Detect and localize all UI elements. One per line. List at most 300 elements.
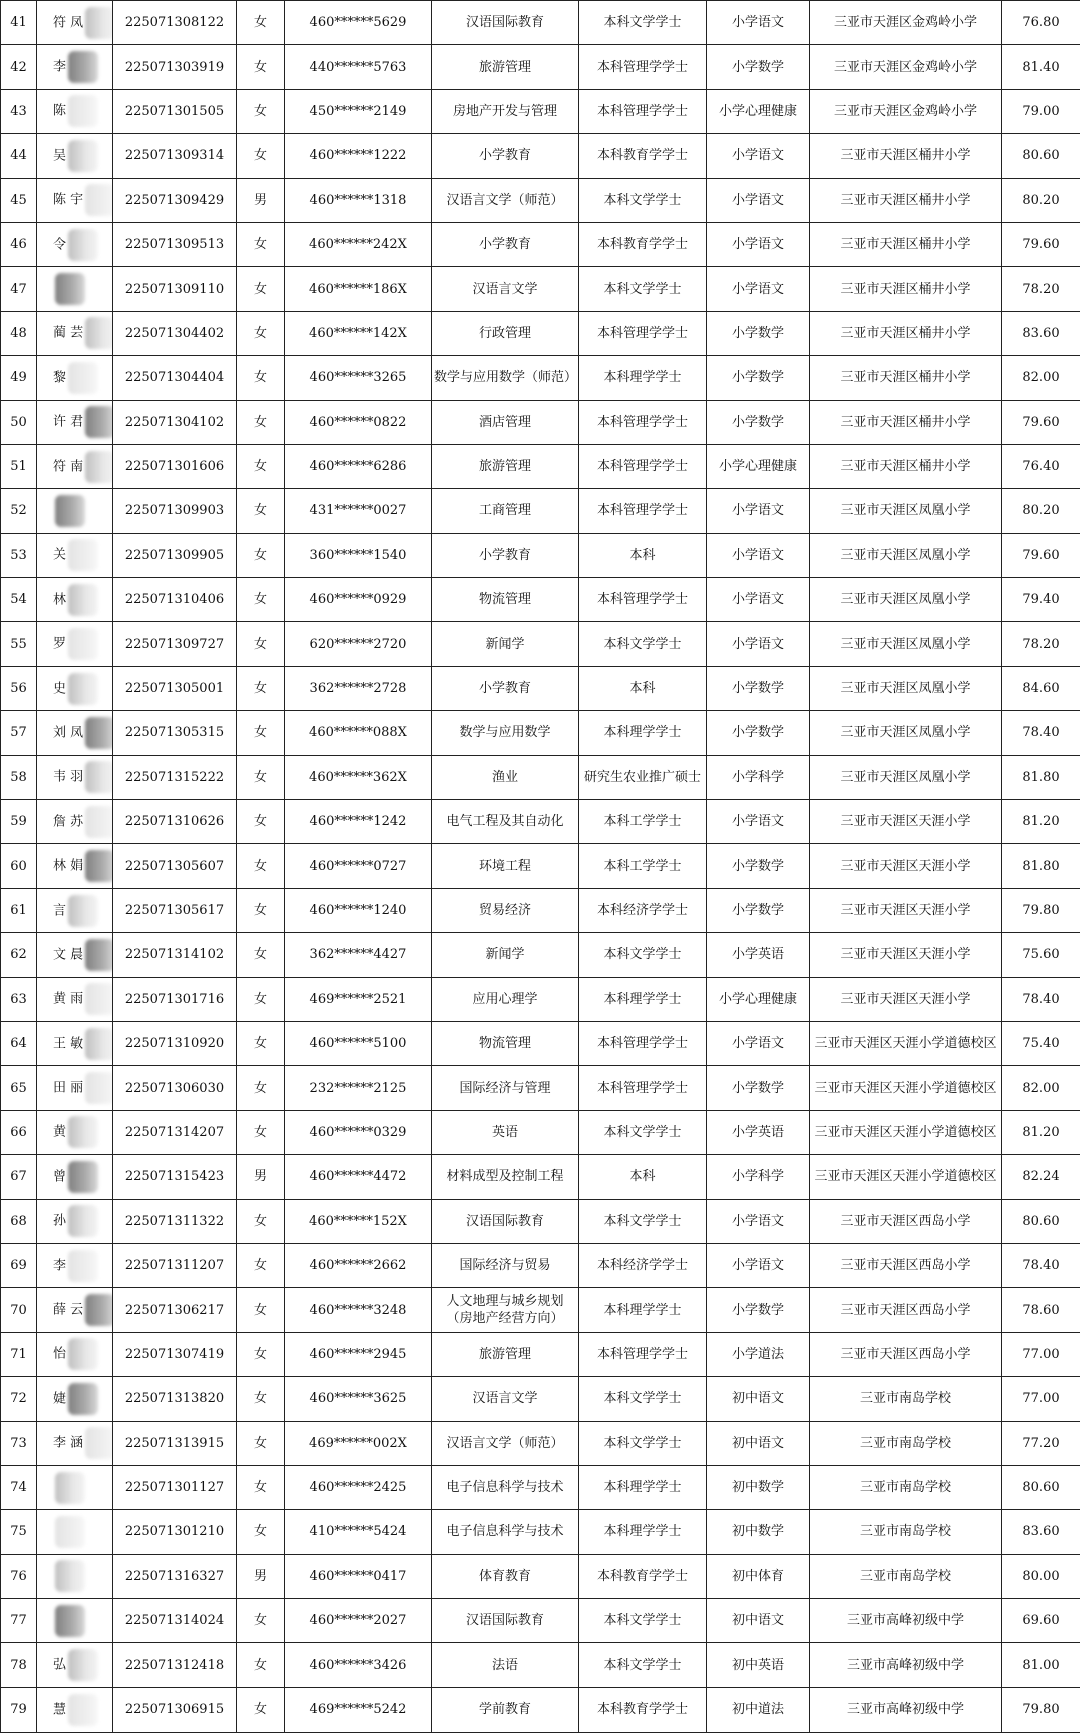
- name-text: 史: [53, 681, 66, 696]
- major-cell: 英语: [432, 1110, 579, 1154]
- subject-cell: 小学语文: [707, 178, 810, 222]
- subject-cell: 初中数学: [707, 1510, 810, 1554]
- major-cell: 学前教育: [432, 1687, 579, 1732]
- name-text: 慧: [53, 1702, 66, 1717]
- redaction-blur: [55, 1472, 85, 1504]
- name-cell: [37, 800, 113, 844]
- score-cell: 76.40: [1002, 444, 1080, 488]
- school-cell: 三亚市天涯区西岛小学: [810, 1332, 1002, 1376]
- subject-cell: 小学科学: [707, 1155, 810, 1199]
- gender-cell: 女: [237, 356, 285, 400]
- redaction-blur: [85, 1294, 112, 1326]
- table-row: [1, 1, 1080, 45]
- school-cell: 三亚市天涯区桶井小学: [810, 444, 1002, 488]
- degree-cell: 本科管理学学士: [579, 1332, 707, 1376]
- school-cell: 三亚市天涯区天涯小学道德校区: [810, 1155, 1002, 1199]
- score-cell: 80.00: [1002, 1554, 1080, 1598]
- id-number-cell: 469******002X: [285, 1421, 432, 1465]
- score-cell: 79.80: [1002, 888, 1080, 932]
- name-text: 吴: [53, 148, 66, 163]
- row-number-cell: 45: [1, 178, 37, 222]
- name-cell: [37, 311, 113, 355]
- major-cell: 新闻学: [432, 933, 579, 977]
- name-cell: [37, 711, 113, 755]
- major-cell: 电子信息科学与技术: [432, 1510, 579, 1554]
- gender-cell: 女: [237, 1288, 285, 1332]
- major-cell: 汉语国际教育: [432, 1599, 579, 1643]
- table-row: [1, 1421, 1080, 1465]
- gender-cell: 女: [237, 1021, 285, 1065]
- subject-cell: 小学数学: [707, 666, 810, 710]
- row-number-cell: 58: [1, 755, 37, 799]
- gender-cell: 女: [237, 45, 285, 89]
- row-number-cell: 59: [1, 800, 37, 844]
- name-cell: [37, 1643, 113, 1687]
- table-row: [1, 1066, 1080, 1110]
- gender-cell: 女: [237, 1599, 285, 1643]
- gender-cell: 女: [237, 533, 285, 577]
- score-cell: 78.40: [1002, 1243, 1080, 1287]
- name-cell: [37, 489, 113, 533]
- id-number-cell: 460******1318: [285, 178, 432, 222]
- name-text: 李: [53, 60, 66, 75]
- row-number-cell: 50: [1, 400, 37, 444]
- id-number-cell: 460******6286: [285, 444, 432, 488]
- degree-cell: 本科理学学士: [579, 1510, 707, 1554]
- table-row: [1, 400, 1080, 444]
- name-text: 詹 苏: [53, 814, 83, 829]
- redaction-blur: [68, 1338, 98, 1370]
- name-cell: [37, 1288, 113, 1332]
- row-number-cell: 70: [1, 1288, 37, 1332]
- name-cell: [37, 267, 113, 311]
- score-cell: 81.20: [1002, 1110, 1080, 1154]
- table-row: [1, 755, 1080, 799]
- table-row: [1, 1288, 1080, 1332]
- school-cell: 三亚市高峰初级中学: [810, 1599, 1002, 1643]
- subject-cell: 小学英语: [707, 933, 810, 977]
- name-text: 黄: [53, 1125, 66, 1140]
- major-cell: 体育教育: [432, 1554, 579, 1598]
- id-number-cell: 362******2728: [285, 666, 432, 710]
- score-cell: 78.20: [1002, 267, 1080, 311]
- name-cell: [37, 178, 113, 222]
- id-number-cell: 460******142X: [285, 311, 432, 355]
- gender-cell: 女: [237, 1199, 285, 1243]
- school-cell: 三亚市天涯区桶井小学: [810, 222, 1002, 266]
- score-cell: 78.60: [1002, 1288, 1080, 1332]
- score-cell: 83.60: [1002, 311, 1080, 355]
- redaction-blur: [55, 495, 85, 527]
- score-cell: 80.20: [1002, 489, 1080, 533]
- exam-number-cell: 225071305315: [113, 711, 237, 755]
- table-row: [1, 622, 1080, 666]
- degree-cell: 本科文学学士: [579, 178, 707, 222]
- degree-cell: 本科文学学士: [579, 933, 707, 977]
- major-cell: 汉语国际教育: [432, 1199, 579, 1243]
- score-cell: 78.20: [1002, 622, 1080, 666]
- redaction-blur: [68, 1116, 98, 1148]
- degree-cell: 本科经济学学士: [579, 1243, 707, 1287]
- row-number-cell: 51: [1, 444, 37, 488]
- gender-cell: 女: [237, 578, 285, 622]
- subject-cell: 小学语文: [707, 1021, 810, 1065]
- name-cell: [37, 222, 113, 266]
- degree-cell: 本科文学学士: [579, 1, 707, 45]
- name-cell: [37, 1, 113, 45]
- table-row: [1, 444, 1080, 488]
- name-cell: [37, 1510, 113, 1554]
- exam-number-cell: 225071309429: [113, 178, 237, 222]
- row-number-cell: 76: [1, 1554, 37, 1598]
- degree-cell: 本科管理学学士: [579, 400, 707, 444]
- redaction-blur: [68, 229, 98, 261]
- name-text: 薛 云: [53, 1303, 83, 1318]
- name-cell: [37, 1377, 113, 1421]
- gender-cell: 女: [237, 755, 285, 799]
- name-cell: [37, 977, 113, 1021]
- redaction-blur: [55, 273, 85, 305]
- exam-number-cell: 225071309110: [113, 267, 237, 311]
- major-cell: 小学教育: [432, 222, 579, 266]
- name-cell: [37, 400, 113, 444]
- major-cell: 环境工程: [432, 844, 579, 888]
- school-cell: 三亚市天涯区桶井小学: [810, 400, 1002, 444]
- redaction-blur: [85, 983, 112, 1015]
- redaction-blur: [85, 451, 112, 483]
- exam-number-cell: 225071309314: [113, 134, 237, 178]
- subject-cell: 小学道法: [707, 1332, 810, 1376]
- table-row: [1, 1643, 1080, 1687]
- gender-cell: 女: [237, 1465, 285, 1509]
- degree-cell: 本科理学学士: [579, 711, 707, 755]
- degree-cell: 本科教育学学士: [579, 222, 707, 266]
- gender-cell: 女: [237, 622, 285, 666]
- degree-cell: 本科管理学学士: [579, 45, 707, 89]
- score-cell: 79.40: [1002, 578, 1080, 622]
- school-cell: 三亚市天涯区天涯小学: [810, 800, 1002, 844]
- score-cell: 83.60: [1002, 1510, 1080, 1554]
- name-text: 关: [53, 548, 66, 563]
- exam-number-cell: 225071312418: [113, 1643, 237, 1687]
- subject-cell: 初中体育: [707, 1554, 810, 1598]
- school-cell: 三亚市天涯区天涯小学道德校区: [810, 1110, 1002, 1154]
- major-cell: 小学教育: [432, 533, 579, 577]
- table-row: [1, 489, 1080, 533]
- table-row: [1, 267, 1080, 311]
- id-number-cell: 460******5100: [285, 1021, 432, 1065]
- degree-cell: 本科管理学学士: [579, 89, 707, 133]
- major-cell: 汉语言文学（师范）: [432, 178, 579, 222]
- name-cell: [37, 1332, 113, 1376]
- score-cell: 77.00: [1002, 1332, 1080, 1376]
- row-number-cell: 75: [1, 1510, 37, 1554]
- exam-number-cell: 225071305001: [113, 666, 237, 710]
- subject-cell: 小学数学: [707, 1066, 810, 1110]
- id-number-cell: 460******2945: [285, 1332, 432, 1376]
- major-cell: 旅游管理: [432, 1332, 579, 1376]
- school-cell: 三亚市天涯区西岛小学: [810, 1288, 1002, 1332]
- subject-cell: 小学语文: [707, 578, 810, 622]
- id-number-cell: 450******2149: [285, 89, 432, 133]
- id-number-cell: 232******2125: [285, 1066, 432, 1110]
- degree-cell: 本科管理学学士: [579, 489, 707, 533]
- name-text: 言: [53, 903, 66, 918]
- name-text: 孙: [53, 1214, 66, 1229]
- name-cell: [37, 1599, 113, 1643]
- exam-number-cell: 225071301127: [113, 1465, 237, 1509]
- major-cell: 工商管理: [432, 489, 579, 533]
- id-number-cell: 460******5629: [285, 1, 432, 45]
- table-row: [1, 578, 1080, 622]
- subject-cell: 初中语文: [707, 1377, 810, 1421]
- score-cell: 80.60: [1002, 134, 1080, 178]
- exam-number-cell: 225071309905: [113, 533, 237, 577]
- subject-cell: 小学数学: [707, 311, 810, 355]
- degree-cell: 本科文学学士: [579, 1643, 707, 1687]
- degree-cell: 本科管理学学士: [579, 1021, 707, 1065]
- gender-cell: 女: [237, 1687, 285, 1732]
- id-number-cell: 620******2720: [285, 622, 432, 666]
- school-cell: 三亚市天涯区金鸡岭小学: [810, 89, 1002, 133]
- score-cell: 82.00: [1002, 1066, 1080, 1110]
- redaction-blur: [68, 362, 98, 394]
- row-number-cell: 54: [1, 578, 37, 622]
- row-number-cell: 43: [1, 89, 37, 133]
- gender-cell: 女: [237, 1643, 285, 1687]
- exam-number-cell: 225071306030: [113, 1066, 237, 1110]
- exam-number-cell: 225071314207: [113, 1110, 237, 1154]
- gender-cell: 女: [237, 711, 285, 755]
- table-row: [1, 933, 1080, 977]
- gender-cell: 女: [237, 311, 285, 355]
- subject-cell: 小学语文: [707, 489, 810, 533]
- name-cell: [37, 666, 113, 710]
- table-row: [1, 1243, 1080, 1287]
- name-cell: [37, 578, 113, 622]
- subject-cell: 小学心理健康: [707, 89, 810, 133]
- name-cell: [37, 622, 113, 666]
- table-row: [1, 711, 1080, 755]
- subject-cell: 小学心理健康: [707, 444, 810, 488]
- degree-cell: 本科经济学学士: [579, 888, 707, 932]
- degree-cell: 本科工学学士: [579, 844, 707, 888]
- school-cell: 三亚市高峰初级中学: [810, 1643, 1002, 1687]
- row-number-cell: 79: [1, 1687, 37, 1732]
- table-row: [1, 844, 1080, 888]
- score-cell: 81.80: [1002, 844, 1080, 888]
- row-number-cell: 56: [1, 666, 37, 710]
- major-cell: 旅游管理: [432, 444, 579, 488]
- school-cell: 三亚市天涯区天涯小学道德校区: [810, 1066, 1002, 1110]
- row-number-cell: 53: [1, 533, 37, 577]
- school-cell: 三亚市天涯区凤凰小学: [810, 533, 1002, 577]
- exam-number-cell: 225071310920: [113, 1021, 237, 1065]
- gender-cell: 女: [237, 400, 285, 444]
- gender-cell: 女: [237, 1332, 285, 1376]
- id-number-cell: 460******0822: [285, 400, 432, 444]
- table-row: [1, 1155, 1080, 1199]
- exam-number-cell: 225071308122: [113, 1, 237, 45]
- id-number-cell: 460******3248: [285, 1288, 432, 1332]
- row-number-cell: 47: [1, 267, 37, 311]
- table-row: [1, 1599, 1080, 1643]
- table-row: [1, 178, 1080, 222]
- id-number-cell: 460******3625: [285, 1377, 432, 1421]
- score-cell: 75.60: [1002, 933, 1080, 977]
- score-cell: 81.20: [1002, 800, 1080, 844]
- exam-number-cell: 225071305607: [113, 844, 237, 888]
- name-text: 田 丽: [53, 1081, 83, 1096]
- name-cell: [37, 1465, 113, 1509]
- exam-number-cell: 225071305617: [113, 888, 237, 932]
- table-row: [1, 1377, 1080, 1421]
- name-text: 怡: [53, 1347, 66, 1362]
- school-cell: 三亚市天涯区天涯小学: [810, 844, 1002, 888]
- subject-cell: 小学语文: [707, 134, 810, 178]
- name-cell: [37, 755, 113, 799]
- school-cell: 三亚市天涯区桶井小学: [810, 134, 1002, 178]
- major-cell: 人文地理与城乡规划（房地产经营方向）: [432, 1288, 579, 1332]
- id-number-cell: 460******152X: [285, 1199, 432, 1243]
- row-number-cell: 72: [1, 1377, 37, 1421]
- score-cell: 79.60: [1002, 400, 1080, 444]
- subject-cell: 初中英语: [707, 1643, 810, 1687]
- subject-cell: 小学数学: [707, 45, 810, 89]
- name-cell: [37, 1021, 113, 1065]
- degree-cell: 本科理学学士: [579, 977, 707, 1021]
- id-number-cell: 469******2521: [285, 977, 432, 1021]
- score-cell: 75.40: [1002, 1021, 1080, 1065]
- name-cell: [37, 1066, 113, 1110]
- degree-cell: 研究生农业推广硕士: [579, 755, 707, 799]
- name-cell: [37, 89, 113, 133]
- id-number-cell: 460******4472: [285, 1155, 432, 1199]
- table-row: [1, 222, 1080, 266]
- major-cell: 汉语言文学（师范）: [432, 1421, 579, 1465]
- redaction-blur: [85, 406, 112, 438]
- major-cell: 数学与应用数学: [432, 711, 579, 755]
- score-cell: 77.00: [1002, 1377, 1080, 1421]
- name-cell: [37, 888, 113, 932]
- exam-number-cell: 225071304404: [113, 356, 237, 400]
- name-text: 弘: [53, 1658, 66, 1673]
- row-number-cell: 62: [1, 933, 37, 977]
- score-cell: 80.60: [1002, 1199, 1080, 1243]
- subject-cell: 初中道法: [707, 1687, 810, 1732]
- name-cell: [37, 844, 113, 888]
- row-number-cell: 60: [1, 844, 37, 888]
- gender-cell: 女: [237, 1510, 285, 1554]
- table-row: [1, 311, 1080, 355]
- table-row: [1, 89, 1080, 133]
- score-cell: 81.00: [1002, 1643, 1080, 1687]
- subject-cell: 初中语文: [707, 1421, 810, 1465]
- degree-cell: 本科文学学士: [579, 1421, 707, 1465]
- exam-number-cell: 225071306217: [113, 1288, 237, 1332]
- redaction-blur: [68, 1161, 98, 1193]
- row-number-cell: 46: [1, 222, 37, 266]
- id-number-cell: 469******5242: [285, 1687, 432, 1732]
- name-text: 黄 雨: [53, 992, 83, 1007]
- name-cell: [37, 356, 113, 400]
- redaction-blur: [85, 806, 112, 838]
- row-number-cell: 73: [1, 1421, 37, 1465]
- name-text: 林 娟: [53, 859, 83, 874]
- degree-cell: 本科文学学士: [579, 1377, 707, 1421]
- redaction-blur: [68, 1250, 98, 1282]
- name-cell: [37, 933, 113, 977]
- exam-number-cell: 225071309727: [113, 622, 237, 666]
- school-cell: 三亚市天涯区天涯小学: [810, 933, 1002, 977]
- degree-cell: 本科管理学学士: [579, 311, 707, 355]
- gender-cell: 女: [237, 666, 285, 710]
- row-number-cell: 64: [1, 1021, 37, 1065]
- redaction-blur: [85, 1072, 112, 1104]
- school-cell: 三亚市天涯区凤凰小学: [810, 578, 1002, 622]
- degree-cell: 本科理学学士: [579, 1465, 707, 1509]
- exam-number-cell: 225071310626: [113, 800, 237, 844]
- degree-cell: 本科管理学学士: [579, 444, 707, 488]
- score-cell: 82.24: [1002, 1155, 1080, 1199]
- school-cell: 三亚市天涯区天涯小学: [810, 888, 1002, 932]
- table-row: [1, 1465, 1080, 1509]
- subject-cell: 小学英语: [707, 1110, 810, 1154]
- name-text: 曾: [53, 1169, 66, 1184]
- school-cell: 三亚市天涯区天涯小学道德校区: [810, 1021, 1002, 1065]
- redaction-blur: [68, 1694, 98, 1726]
- redaction-blur: [68, 51, 98, 83]
- redaction-blur: [68, 140, 98, 172]
- row-number-cell: 67: [1, 1155, 37, 1199]
- redaction-blur: [68, 1649, 98, 1681]
- name-cell: [37, 1421, 113, 1465]
- name-cell: [37, 444, 113, 488]
- major-cell: 国际经济与管理: [432, 1066, 579, 1110]
- redaction-blur: [85, 761, 112, 793]
- school-cell: 三亚市天涯区天涯小学: [810, 977, 1002, 1021]
- table-body: [1, 1, 1080, 1733]
- school-cell: 三亚市天涯区凤凰小学: [810, 622, 1002, 666]
- row-number-cell: 74: [1, 1465, 37, 1509]
- table-row: [1, 134, 1080, 178]
- subject-cell: 小学数学: [707, 356, 810, 400]
- name-text: 韦 羽: [53, 770, 83, 785]
- name-text: 王 敏: [53, 1036, 83, 1051]
- gender-cell: 女: [237, 444, 285, 488]
- gender-cell: 女: [237, 1421, 285, 1465]
- score-cell: 79.80: [1002, 1687, 1080, 1732]
- school-cell: 三亚市天涯区桶井小学: [810, 178, 1002, 222]
- id-number-cell: 460******186X: [285, 267, 432, 311]
- id-number-cell: 440******5763: [285, 45, 432, 89]
- redaction-blur: [85, 1427, 112, 1459]
- score-cell: 80.20: [1002, 178, 1080, 222]
- gender-cell: 女: [237, 489, 285, 533]
- gender-cell: 女: [237, 222, 285, 266]
- name-text: 林: [53, 592, 66, 607]
- id-number-cell: 410******5424: [285, 1510, 432, 1554]
- degree-cell: 本科管理学学士: [579, 1066, 707, 1110]
- redaction-blur: [68, 1205, 98, 1237]
- table-row: [1, 800, 1080, 844]
- degree-cell: 本科文学学士: [579, 1199, 707, 1243]
- major-cell: 新闻学: [432, 622, 579, 666]
- degree-cell: 本科文学学士: [579, 267, 707, 311]
- name-text: 文 晨: [53, 947, 83, 962]
- exam-number-cell: 225071313915: [113, 1421, 237, 1465]
- name-cell: [37, 1199, 113, 1243]
